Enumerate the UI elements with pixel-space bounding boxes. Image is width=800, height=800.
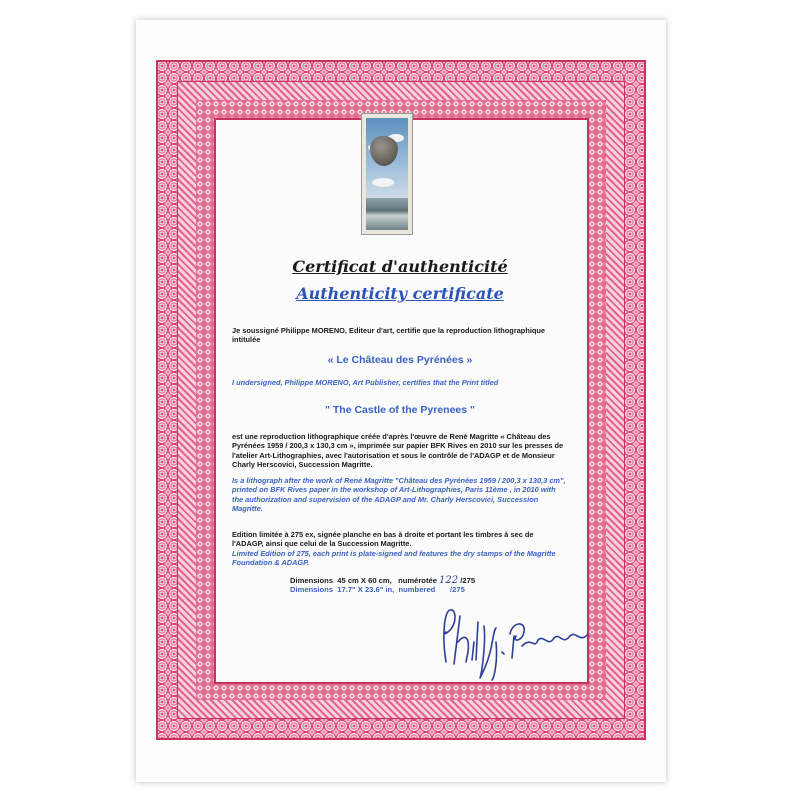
signature: [436, 592, 601, 682]
edition-english: Limited Edition of 275, each print is plate-signed and features the dry stamps of the Magritte Foundation & ADAGP.: [232, 549, 556, 568]
dimensions-french: Dimensions 45 cm X 60 cm, numérotée 122 /275: [290, 575, 476, 586]
intro-french: Je soussigné Philippe MORENO, Editeur d'art, certifie que la reproduction lithographique intitulée: [232, 326, 546, 345]
artwork-title-french: « Le Château des Pyrénées »: [327, 354, 473, 366]
body-english: Is a lithograph after the work of René Magritte "Château des Pyrénées 1959 / 200,3 x 130,3 cm", printed on BFK Rives paper in the workshop of Art-Lithographies, Paris 11ème , in 2010 with the authorization and supervision of the ADAGP and Mr. Charly Herscovici, Succession Magritte.: [232, 476, 566, 514]
dimensions-english: Dimensions 17.7" X 23.6" in, numbered /275: [290, 585, 465, 594]
artwork-title-english: " The Castle of the Pyrenees ": [324, 404, 475, 416]
body-french: est une reproduction lithographique créée d'après l'œuvre de René Magritte « Château des Pyrénées 1959 / 200,3 x 130,3 cm », imprimée sur papier BFK Rives en 2010 sur les presses de l'atelier Art-Lithographies, avec l'autorisation et sous le contrôle de l'ADAGP et de Monsieur Charly Herscovici, Succession Magritte.: [232, 432, 564, 470]
sea: [366, 198, 408, 230]
painting-thumbnail: [361, 113, 413, 235]
edition-number: 122: [439, 575, 459, 586]
title-english: Authenticity certificate: [296, 284, 504, 303]
title-french: Certificat d'authenticité: [292, 257, 508, 276]
intro-english: I undersigned, Philippe MORENO, Art Publisher, certifies that the Print titled: [232, 378, 499, 387]
edition-french: Edition limitée à 275 ex, signée planche en bas à droite et portant les timbres à sec de l'ADAGP, ainsi que celui de la Succession Magritte.: [232, 530, 534, 549]
